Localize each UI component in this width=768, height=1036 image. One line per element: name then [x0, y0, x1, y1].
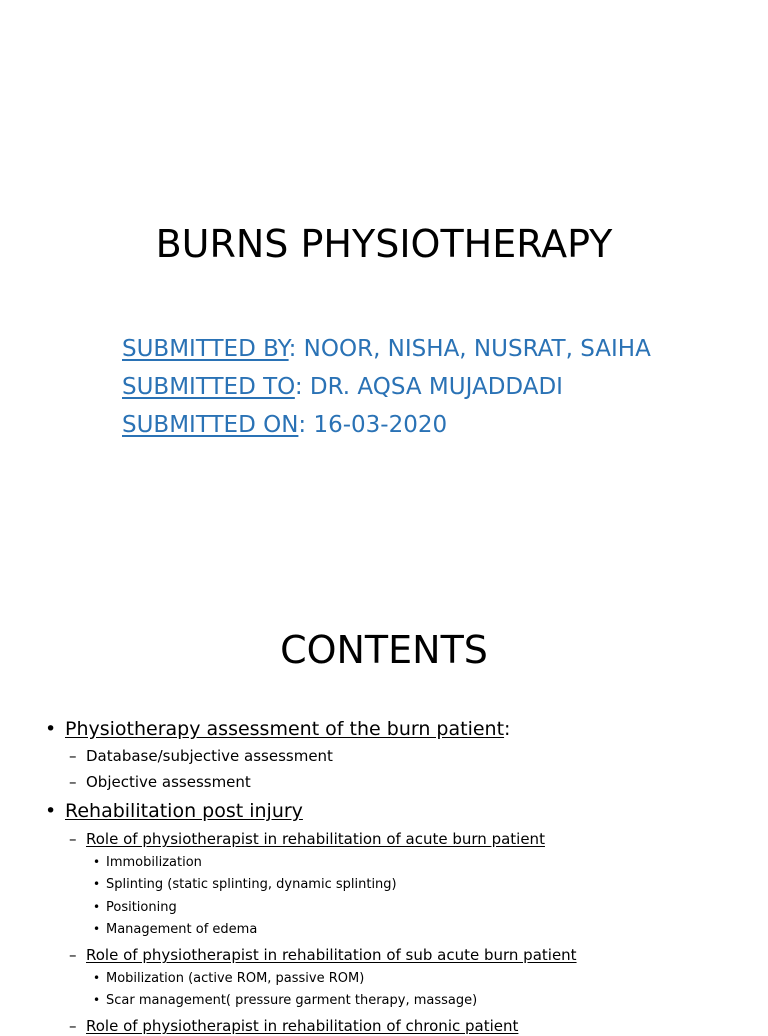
- contents-subsubitem-text: Immobilization: [106, 855, 202, 870]
- dash-icon: –: [69, 946, 77, 964]
- contents-subsubitem-text: Management of edema: [106, 922, 258, 937]
- contents-subitem-text: Role of physiotherapist in rehabilitation of acute burn patient: [86, 830, 545, 848]
- bullet-icon: •: [45, 800, 57, 822]
- contents-subitem-text: Database/subjective assessment: [86, 747, 333, 765]
- bullet-icon: •: [93, 922, 101, 936]
- bullet-icon: •: [93, 993, 101, 1007]
- submitted-on-value: : 16-03-2020: [298, 412, 448, 438]
- dash-icon: –: [69, 1017, 77, 1035]
- dash-icon: –: [69, 830, 77, 848]
- bullet-icon: •: [93, 971, 101, 985]
- bullet-icon: •: [93, 855, 101, 869]
- contents-subitem-text: Objective assessment: [86, 773, 251, 791]
- submitted-by-line: [122, 334, 651, 364]
- contents-subitem-text: Role of physiotherapist in rehabilitation of chronic patient: [86, 1017, 519, 1035]
- contents-item-text: Physiotherapy assessment of the burn patient: [65, 718, 505, 740]
- dash-icon: –: [69, 747, 77, 765]
- submitted-to-value: : DR. AQSA MUJADDADI: [294, 374, 563, 400]
- contents-subsubitem-text: Positioning: [106, 900, 177, 915]
- bullet-icon: •: [45, 718, 57, 740]
- contents-subsubitem-text: Mobilization (active ROM, passive ROM): [106, 971, 365, 986]
- submitted-by-label: SUBMITTED BY: [122, 336, 289, 362]
- contents-subsubitem-text: Splinting (static splinting, dynamic splinting): [106, 877, 397, 892]
- submitted-on-label: SUBMITTED ON: [122, 412, 299, 438]
- submitted-to-line: [122, 372, 563, 402]
- submitted-by-value: : NOOR, NISHA, NUSRAT, SAIHA: [288, 336, 651, 362]
- bullet-icon: •: [93, 900, 101, 914]
- submitted-to-label: SUBMITTED TO: [122, 374, 295, 400]
- bullet-icon: •: [93, 877, 101, 891]
- contents-item-text: Rehabilitation post injury: [65, 800, 303, 822]
- contents-subitem-text: Role of physiotherapist in rehabilitation of sub acute burn patient: [86, 946, 577, 964]
- contents-title: CONTENTS: [280, 628, 488, 672]
- slide-title: BURNS PHYSIOTHERAPY: [155, 222, 613, 266]
- submitted-on-line: [122, 410, 447, 440]
- contents-item-suffix: :: [504, 718, 511, 740]
- dash-icon: –: [69, 773, 77, 791]
- contents-subsubitem-text: Scar management( pressure garment therapy, massage): [106, 993, 478, 1008]
